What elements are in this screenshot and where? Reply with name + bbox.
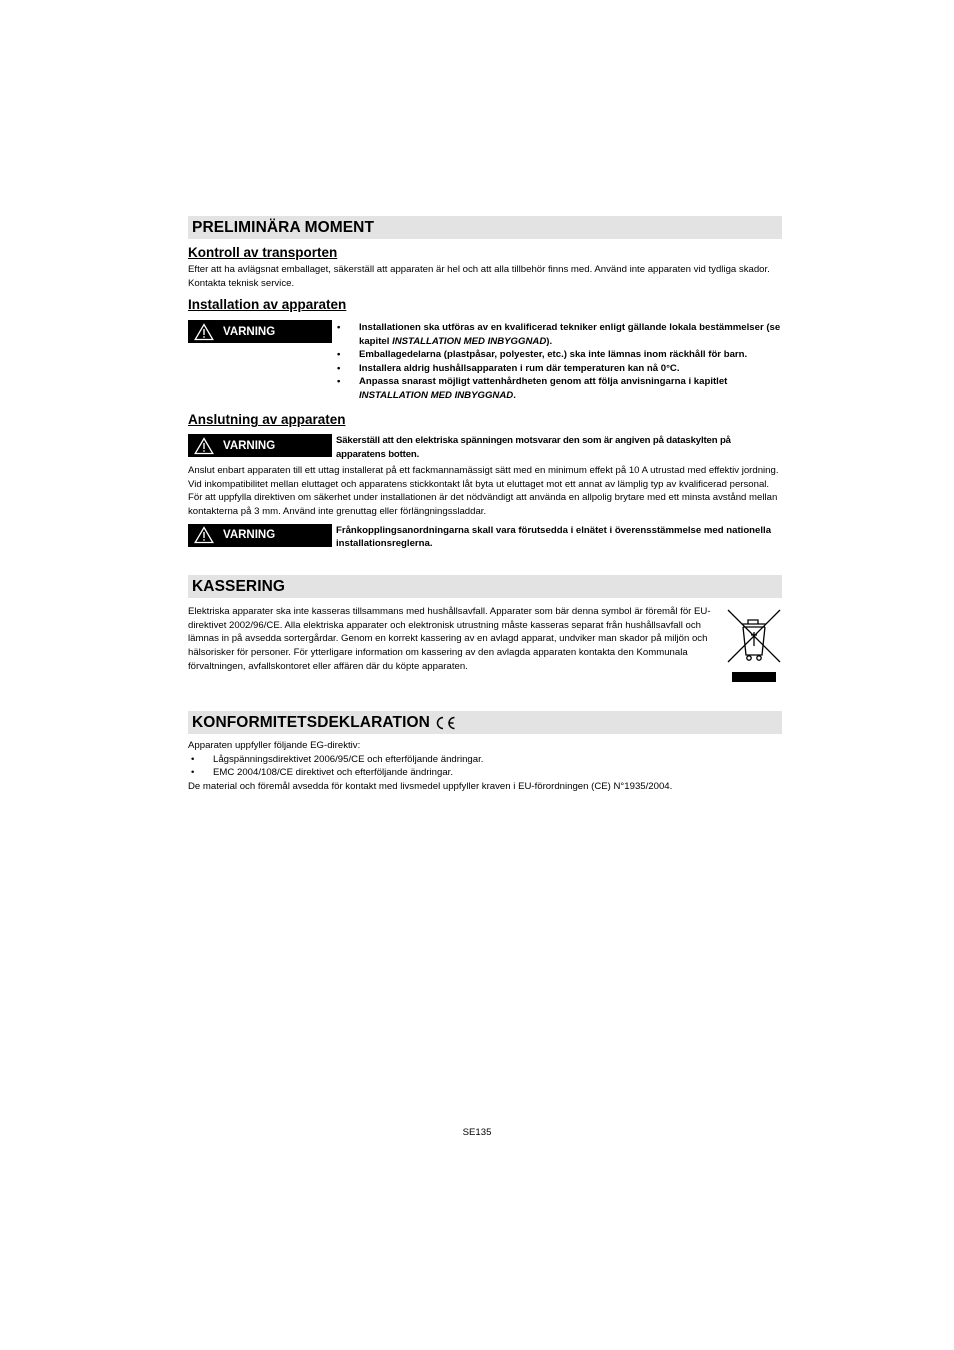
warning-triangle-icon	[194, 437, 214, 455]
connection-text: Anslut enbart apparaten till ett uttag installerat på ett fackmannamässigt sätt med en minimum effekt på 10 A utrustad med effektiv jordning. Vid inkompatibilitet mellan eluttaget och apparatens stickkontakt låt byta ut eluttaget mot ett annat av lämplig typ av kvalificerad personal. För att uppfylla direktiven om säkerhet under installationen är det nödvändigt att använda en allpolig brytare med ett minsta avstånd mellan kontakterna på 3 mm. Använd inte grenuttag eller förlängningssladdar.	[188, 464, 779, 517]
warning-label: VARNING	[223, 439, 276, 452]
heading-connection: Anslutning av apparaten	[188, 412, 346, 428]
document-page	[188, 216, 782, 793]
warning-badge	[188, 524, 332, 547]
section-title-disposal: KASSERING	[188, 575, 782, 598]
connection-warning-2	[188, 524, 782, 551]
section-title-preliminary: PRELIMINÄRA MOMENT	[188, 216, 782, 239]
conformity-bullets	[188, 753, 782, 780]
disposal-block	[188, 605, 782, 689]
warning-text: Säkerställ att den elektriska spänningen motsvarar den som är angiven på dataskylten på apparatens botten.	[336, 435, 731, 461]
list-item: • Lågspänningsdirektivet 2006/95/CE och efterföljande ändringar.	[188, 753, 782, 767]
disposal-text: Elektriska apparater ska inte kasseras tillsammans med hushållsavfall. Apparater som bär denna symbol är föremål för EU-direktivet 2002/96/CE. Alla elektriska apparater och elektronisk utrustning måste kasseras separat från hushållsavfall och lämnas in på avsedda sortergårdar. Genom en korrekt kassering av en avlagd apparat, undviker man skador på miljön och hälsorisker för personer. För ytterligare information om kassering av den avlagda apparaten kontakta den Kommunala förvaltningen, avfallskontoret eller affären där du köpte apparaten.	[188, 606, 711, 672]
warning-badge	[188, 320, 332, 343]
installation-warning	[188, 320, 782, 402]
list-item: • Emballagedelarna (plastpåsar, polyester, etc.) ska inte lämnas inom räckhåll för barn.	[334, 348, 782, 362]
warning-label: VARNING	[223, 325, 276, 338]
weee-symbol	[726, 605, 782, 689]
list-item: • Anpassa snarast möjligt vattenhårdheten genom att följa anvisningarna i kapitlet INSTALLATION MED INBYGGNAD.	[334, 375, 782, 402]
list-item: • Installera aldrig hushållsapparaten i rum där temperaturen kan nå 0°C.	[334, 362, 782, 376]
ce-mark-icon	[435, 716, 457, 730]
conformity-title: KONFORMITETSDEKLARATION	[192, 714, 430, 732]
warning-label: VARNING	[223, 529, 276, 542]
page-number: SE135	[462, 1127, 492, 1138]
warning-triangle-icon	[194, 526, 214, 544]
section-title-conformity	[188, 711, 782, 734]
warning-badge	[188, 434, 332, 457]
installation-bullets	[332, 321, 782, 402]
heading-installation: Installation av apparaten	[188, 297, 347, 313]
weee-crossed-bin-icon	[726, 608, 782, 684]
conformity-closing: De material och föremål avsedda för kontakt med livsmedel uppfyller kraven i EU-förordningen (CE) N°1935/2004.	[188, 780, 673, 792]
conformity-intro: Apparaten uppfyller följande EG-direktiv:	[188, 740, 361, 752]
warning-triangle-icon	[194, 323, 214, 341]
connection-warning-1	[188, 434, 782, 461]
list-item: • EMC 2004/108/CE direktivet och efterföljande ändringar.	[188, 766, 782, 780]
transport-text: Efter att ha avlägsnat emballaget, säkerställ att apparaten är hel och att alla tillbehör finns med. Använd inte apparaten vid tydliga skador. Kontakta teknisk service.	[188, 264, 770, 289]
heading-transport: Kontroll av transporten	[188, 245, 338, 260]
list-item: • Installationen ska utföras av en kvalificerad tekniker enligt gällande lokala bestämmelser (se kapitel INSTALLATION MED INBYGGNAD).	[334, 321, 782, 348]
warning-text: Frånkopplingsanordningarna skall vara förutsedda i elnätet i överensstämmelse med nationella installationsreglerna.	[336, 524, 772, 550]
